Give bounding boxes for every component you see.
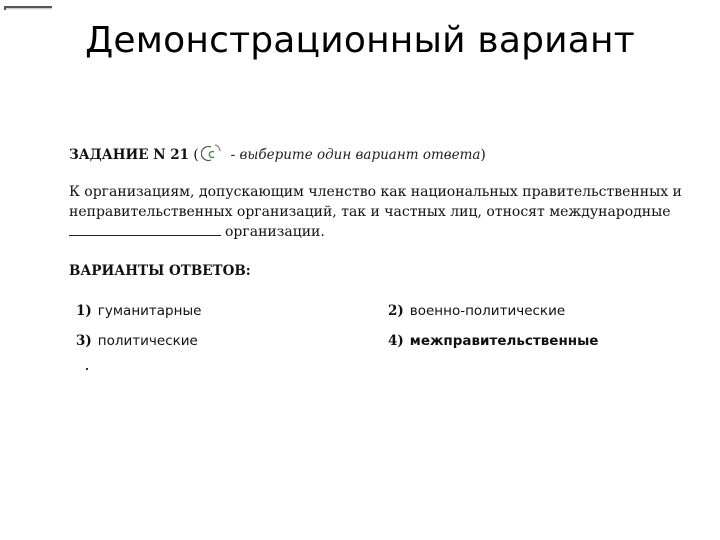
stray-dot (86, 368, 88, 370)
question-text (69, 182, 682, 242)
answers-header: ВАРИАНТЫ ОТВЕТОВ: (69, 263, 251, 279)
question-line-with-blank (69, 222, 669, 242)
open-paren: ( (193, 147, 199, 163)
option-number: 1) (76, 303, 92, 319)
question-line: неправительственных организаций, так и частных лиц, относят международные (69, 204, 671, 220)
corner-frame-mark (4, 6, 52, 10)
option-text: межправительственные (409, 333, 599, 349)
question-line: К организациям, допускающим членство как национальных правительственных и (69, 184, 682, 200)
task-hint: - выберите один вариант ответа (230, 147, 481, 163)
question-line-suffix: организации. (225, 224, 325, 240)
radio-choice-icon (201, 143, 225, 163)
option-number: 3) (76, 333, 92, 349)
answer-blank (69, 222, 221, 236)
close-paren: ) (480, 147, 486, 163)
slide-title: Демонстрационный вариант (85, 20, 635, 61)
task-header (69, 143, 669, 163)
answer-option-3[interactable] (76, 333, 198, 349)
option-text: политические (97, 333, 198, 349)
option-number: 4) (388, 333, 404, 349)
option-number: 2) (388, 303, 404, 319)
option-text: военно-политические (409, 303, 566, 319)
task-number: ЗАДАНИЕ N 21 (69, 147, 190, 163)
answer-option-2[interactable] (388, 303, 565, 319)
option-text: гуманитарные (97, 303, 202, 319)
answer-option-4[interactable] (388, 333, 598, 349)
answer-option-1[interactable] (76, 303, 201, 319)
